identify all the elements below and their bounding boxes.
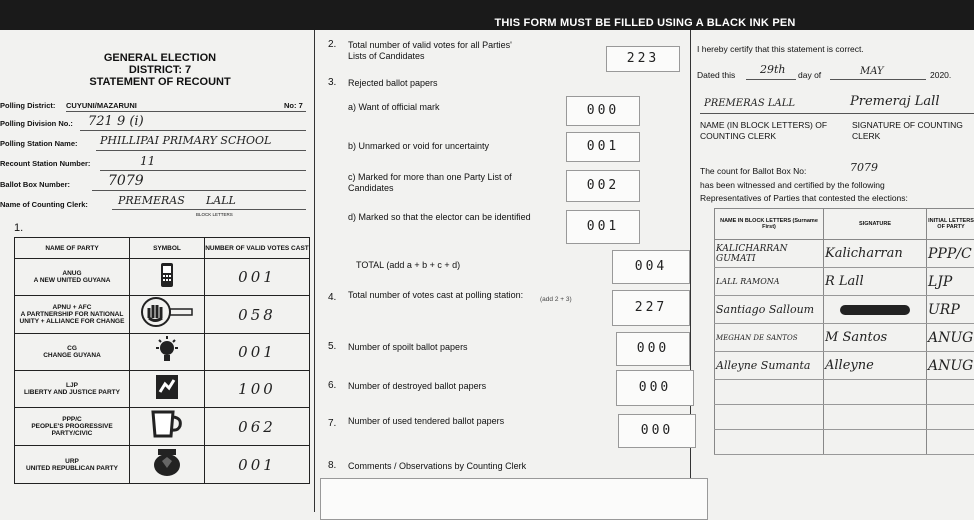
empty-cell [715, 430, 824, 455]
rep-signature: M Santos [824, 324, 927, 352]
total-text: TOTAL (add a + b + c + d) [356, 260, 460, 271]
rep-name: Alleyne Sumanta [715, 352, 824, 380]
count-line-3: Representatives of Parties that contested the elections: [700, 193, 908, 203]
empty-cell [824, 380, 927, 405]
q6-value-box[interactable]: 000 [616, 370, 694, 406]
q4-number: 4. [328, 292, 336, 303]
col-votes: NUMBER OF VALID VOTES CAST [205, 238, 310, 259]
empty-cell [715, 380, 824, 405]
clerk-signature: Premeraj Lall [850, 94, 940, 109]
rep-party: LJP [927, 268, 974, 296]
hand-key-icon [130, 296, 205, 334]
q2-number: 2. [328, 39, 336, 50]
polling-station-value: PHILLIPAI PRIMARY SCHOOL [100, 134, 271, 147]
votes-value: 001 [205, 259, 310, 296]
qc-value-box[interactable]: 002 [566, 170, 640, 202]
name-caption: NAME (IN BLOCK LETTERS) OF COUNTING CLERK [700, 120, 850, 142]
q4-text: Total number of votes cast at polling station: [348, 290, 536, 301]
recount-station-value: 11 [140, 154, 155, 168]
q8-text: Comments / Observations by Counting Clerk [348, 461, 526, 472]
qb-value-box[interactable]: 001 [566, 132, 640, 162]
table-row [715, 296, 974, 324]
q4-hint: (add 2 + 3) [540, 296, 572, 303]
ink-instruction: THIS FORM MUST BE FILLED USING A BLACK INK PEN [316, 16, 974, 30]
polling-station-label: Polling Station Name: [0, 139, 78, 148]
rep-party: URP [927, 296, 974, 324]
q5-text: Number of spoilt ballot papers [348, 342, 468, 353]
q3-number: 3. [328, 77, 336, 88]
title-line-2: DISTRICT: 7 [60, 64, 260, 76]
empty-cell [927, 380, 974, 405]
reps-col-party: INITIAL LETTERS OF PARTY [927, 209, 974, 240]
section-1-number: 1. [14, 222, 23, 234]
signature-caption: SIGNATURE OF COUNTING CLERK [852, 120, 974, 142]
polling-district-label: Polling District: [0, 101, 55, 110]
empty-cell [824, 405, 927, 430]
q6-number: 6. [328, 380, 336, 391]
table-row [715, 268, 974, 296]
day-underline [746, 79, 796, 80]
q5-number: 5. [328, 341, 336, 352]
polling-division-label: Polling Division No.: [0, 119, 73, 128]
count-box-number: 7079 [850, 161, 878, 174]
pot-icon [130, 446, 205, 484]
votes-value: 100 [205, 371, 310, 408]
representatives-table [714, 208, 974, 455]
party-name [15, 371, 130, 408]
district-underline [66, 111, 306, 112]
cup-icon [130, 408, 205, 446]
votes-value: 058 [205, 296, 310, 334]
party-name-text: URP UNITED REPUBLICAN PARTY [26, 458, 118, 472]
count-line-1: The count for Ballot Box No: [700, 166, 806, 176]
votes-value: 001 [205, 446, 310, 484]
clerk-sign-underline [700, 113, 974, 114]
hand-book-icon [130, 371, 205, 408]
month-underline [830, 79, 926, 80]
empty-cell [824, 430, 927, 455]
district-number: No: 7 [284, 101, 303, 110]
reps-header-row [715, 209, 974, 240]
polling-division-value: 721 9 (i) [88, 114, 144, 129]
divider-left [314, 30, 315, 512]
recount-underline [100, 170, 306, 171]
table-row [715, 240, 974, 268]
recount-station-label: Recount Station Number: [0, 159, 90, 168]
reps-col-signature: SIGNATURE [824, 209, 927, 240]
party-name [15, 296, 130, 334]
qb-text: b) Unmarked or void for uncertainty [348, 141, 489, 152]
station-underline [96, 150, 306, 151]
col-symbol: SYMBOL [130, 238, 205, 259]
party-name-text: LJP LIBERTY AND JUSTICE PARTY [24, 382, 120, 396]
certify-text: I hereby certify that this statement is correct. [697, 44, 864, 54]
party-name-text: PPP/C PEOPLE'S PROGRESSIVE PARTY/CIVIC [31, 416, 112, 437]
counting-clerk-first: PREMERAS [118, 194, 185, 207]
q3-text: Rejected ballot papers [348, 78, 438, 89]
dated-day: 29th [760, 63, 786, 76]
table-row [15, 408, 310, 446]
q2-value-box[interactable]: 223 [606, 46, 680, 72]
count-line-2: has been witnessed and certified by the following [700, 180, 885, 190]
dated-label: Dated this [697, 70, 735, 80]
day-of-label: day of [798, 70, 821, 80]
q2-text: Total number of valid votes for all Parties' Lists of Candidates [348, 40, 518, 62]
rep-party: PPP/C [927, 240, 974, 268]
party-name [15, 408, 130, 446]
table-row [15, 259, 310, 296]
table-row [715, 324, 974, 352]
rep-signature: R Lall [824, 268, 927, 296]
lightbulb-icon [130, 334, 205, 371]
party-name [15, 446, 130, 484]
dated-month: MAY [860, 66, 884, 77]
q7-text: Number of used tendered ballot papers [348, 416, 518, 427]
party-name-text: ANUG A NEW UNITED GUYANA [34, 270, 111, 284]
title-line-1: GENERAL ELECTION [60, 52, 260, 64]
ballot-box-value: 7079 [108, 173, 144, 189]
q5-value-box[interactable]: 000 [616, 332, 690, 366]
table-row [715, 405, 974, 430]
q7-value-box[interactable]: 000 [618, 414, 696, 448]
ballot-box-label: Ballot Box Number: [0, 180, 70, 189]
clerk-name-handwritten: PREMERAS LALL [704, 98, 795, 109]
col-party-name: NAME OF PARTY [15, 238, 130, 259]
qc-text: c) Marked for more than one Party List of Candidates [348, 172, 556, 194]
rep-signature: Alleyne [824, 352, 927, 380]
votes-value: 001 [205, 334, 310, 371]
q7-number: 7. [328, 418, 336, 429]
rep-party: ANUG [927, 352, 974, 380]
q6-text: Number of destroyed ballot papers [348, 381, 486, 392]
rep-signature [824, 296, 927, 324]
phone-icon [130, 259, 205, 296]
qa-value-box[interactable]: 000 [566, 96, 640, 126]
rep-name: LALL RAMONA [715, 268, 824, 296]
scribbled-signature-icon [840, 305, 910, 315]
rep-name: Santiago Salloum [715, 296, 824, 324]
rep-name: MEGHAN DE SANTOS [715, 324, 824, 352]
rep-name: KALICHARRAN GUMATI [715, 240, 824, 268]
counting-clerk-label: Name of Counting Clerk: [0, 200, 88, 209]
qd-text: d) Marked so that the elector can be identified [348, 212, 538, 223]
party-votes-table [14, 237, 310, 484]
clerk-underline [112, 209, 306, 210]
party-name-text: CG CHANGE GUYANA [43, 345, 101, 359]
table-header-row [15, 238, 310, 259]
empty-cell [715, 405, 824, 430]
ballot-box-underline [92, 190, 306, 191]
block-letters-note: BLOCK LETTERS [196, 212, 233, 217]
party-name-text: APNU + AFC A PARTNERSHIP FOR NATIONAL UNITY + ALLIANCE FOR CHANGE [20, 304, 125, 325]
table-row [15, 371, 310, 408]
division-underline [80, 130, 306, 131]
party-name [15, 334, 130, 371]
total-value-box[interactable]: 004 [612, 250, 690, 284]
q4-value-box[interactable]: 227 [612, 290, 690, 326]
table-row [15, 446, 310, 484]
votes-value: 062 [205, 408, 310, 446]
comments-box[interactable] [320, 478, 708, 520]
table-row [15, 296, 310, 334]
table-row [715, 380, 974, 405]
title-line-3: STATEMENT OF RECOUNT [60, 76, 260, 88]
qa-text: a) Want of official mark [348, 102, 440, 113]
table-row [15, 334, 310, 371]
polling-district-value: CUYUNI/MAZARUNI [66, 101, 137, 110]
empty-cell [927, 430, 974, 455]
dated-year: 2020. [930, 70, 951, 80]
q8-number: 8. [328, 460, 336, 471]
counting-clerk-last: LALL [206, 194, 236, 207]
rep-party: ANUG [927, 324, 974, 352]
empty-cell [927, 405, 974, 430]
table-row [715, 352, 974, 380]
table-row [715, 430, 974, 455]
party-name [15, 259, 130, 296]
qd-value-box[interactable]: 001 [566, 210, 640, 244]
election-title [60, 52, 260, 88]
reps-col-name: NAME IN BLOCK LETTERS (Surname First) [715, 209, 824, 240]
rep-signature: Kalicharran [824, 240, 927, 268]
